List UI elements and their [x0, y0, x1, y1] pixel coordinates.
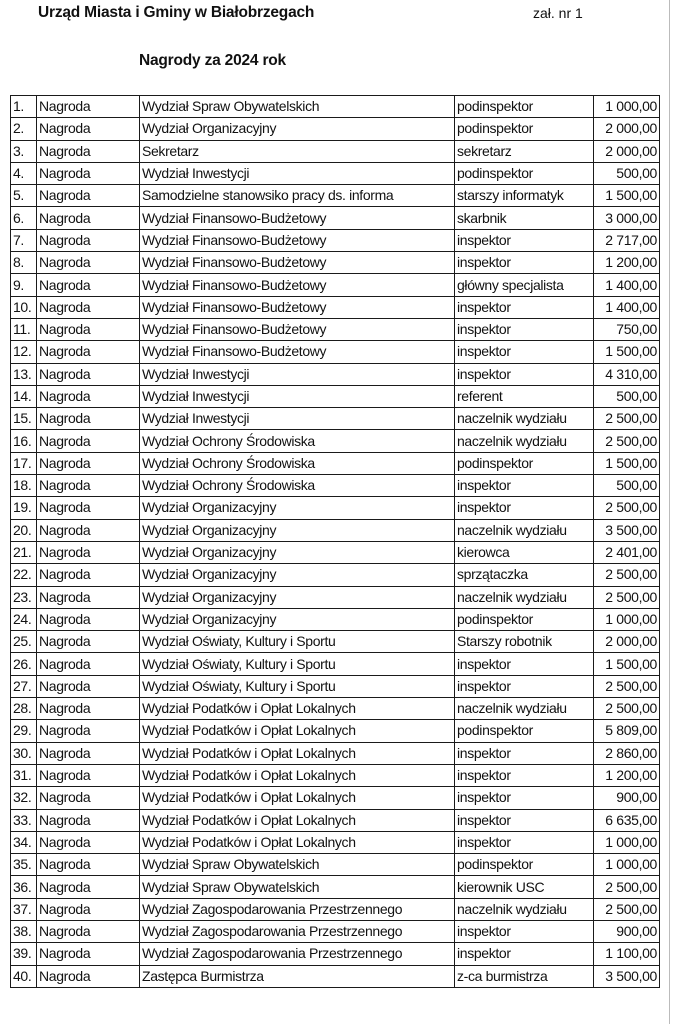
department-cell: Sekretarz — [140, 140, 455, 162]
department-cell: Wydział Organizacyjny — [140, 586, 455, 608]
department-cell: Wydział Spraw Obywatelskich — [140, 96, 455, 118]
department-cell: Wydział Podatków i Opłat Lokalnych — [140, 831, 455, 853]
row-number: 11. — [11, 318, 37, 340]
department-cell: Wydział Oświaty, Kultury i Sportu — [140, 653, 455, 675]
department-cell: Wydział Finansowo-Budżetowy — [140, 341, 455, 363]
position-cell: naczelnik wydziału — [455, 698, 594, 720]
award-type-cell: Nagroda — [37, 252, 140, 274]
department-cell: Wydział Zagospodarowania Przestrzennego — [140, 898, 455, 920]
amount-cell: 2 000,00 — [594, 118, 660, 140]
amount-cell: 750,00 — [594, 318, 660, 340]
award-type-cell: Nagroda — [37, 764, 140, 786]
position-cell: inspektor — [455, 764, 594, 786]
award-type-cell: Nagroda — [37, 452, 140, 474]
row-number: 4. — [11, 162, 37, 184]
table-row — [11, 274, 660, 296]
department-cell: Wydział Podatków i Opłat Lokalnych — [140, 720, 455, 742]
amount-cell: 1 000,00 — [594, 854, 660, 876]
position-cell: inspektor — [455, 920, 594, 942]
position-cell: Starszy robotnik — [455, 631, 594, 653]
position-cell: inspektor — [455, 943, 594, 965]
amount-cell: 1 500,00 — [594, 653, 660, 675]
table-row — [11, 229, 660, 251]
department-cell: Wydział Finansowo-Budżetowy — [140, 252, 455, 274]
amount-cell: 4 310,00 — [594, 363, 660, 385]
table-row — [11, 118, 660, 140]
amount-cell: 2 500,00 — [594, 898, 660, 920]
position-cell: naczelnik wydziału — [455, 408, 594, 430]
table-row — [11, 943, 660, 965]
row-number: 27. — [11, 675, 37, 697]
award-type-cell: Nagroda — [37, 408, 140, 430]
department-cell: Wydział Finansowo-Budżetowy — [140, 296, 455, 318]
amount-cell: 2 500,00 — [594, 430, 660, 452]
row-number: 24. — [11, 608, 37, 630]
row-number: 5. — [11, 185, 37, 207]
amount-cell: 500,00 — [594, 162, 660, 184]
department-cell: Samodzielne stanowsiko pracy ds. informa — [140, 185, 455, 207]
department-cell: Wydział Podatków i Opłat Lokalnych — [140, 764, 455, 786]
position-cell: skarbnik — [455, 207, 594, 229]
row-number: 17. — [11, 452, 37, 474]
amount-cell: 2 717,00 — [594, 229, 660, 251]
position-cell: inspektor — [455, 341, 594, 363]
amount-cell: 1 200,00 — [594, 252, 660, 274]
amount-cell: 2 860,00 — [594, 742, 660, 764]
row-number: 21. — [11, 541, 37, 563]
table-row — [11, 854, 660, 876]
position-cell: inspektor — [455, 809, 594, 831]
row-number: 34. — [11, 831, 37, 853]
position-cell: inspektor — [455, 318, 594, 340]
department-cell: Wydział Podatków i Opłat Lokalnych — [140, 809, 455, 831]
award-type-cell: Nagroda — [37, 742, 140, 764]
amount-cell: 6 635,00 — [594, 809, 660, 831]
row-number: 3. — [11, 140, 37, 162]
table-row — [11, 698, 660, 720]
award-type-cell: Nagroda — [37, 140, 140, 162]
award-type-cell: Nagroda — [37, 876, 140, 898]
award-type-cell: Nagroda — [37, 698, 140, 720]
department-cell: Wydział Organizacyjny — [140, 519, 455, 541]
table-row — [11, 586, 660, 608]
row-number: 39. — [11, 943, 37, 965]
table-row — [11, 898, 660, 920]
award-type-cell: Nagroda — [37, 162, 140, 184]
department-cell: Wydział Podatków i Opłat Lokalnych — [140, 698, 455, 720]
department-cell: Wydział Inwestycji — [140, 363, 455, 385]
position-cell: inspektor — [455, 675, 594, 697]
award-type-cell: Nagroda — [37, 385, 140, 407]
row-number: 28. — [11, 698, 37, 720]
position-cell: główny specjalista — [455, 274, 594, 296]
row-number: 16. — [11, 430, 37, 452]
position-cell: starszy informatyk — [455, 185, 594, 207]
award-type-cell: Nagroda — [37, 586, 140, 608]
amount-cell: 2 500,00 — [594, 586, 660, 608]
position-cell: kierownik USC — [455, 876, 594, 898]
amount-cell: 2 500,00 — [594, 675, 660, 697]
row-number: 1. — [11, 96, 37, 118]
department-cell: Wydział Finansowo-Budżetowy — [140, 318, 455, 340]
amount-cell: 3 500,00 — [594, 519, 660, 541]
position-cell: referent — [455, 385, 594, 407]
row-number: 36. — [11, 876, 37, 898]
row-number: 2. — [11, 118, 37, 140]
award-type-cell: Nagroda — [37, 363, 140, 385]
award-type-cell: Nagroda — [37, 831, 140, 853]
table-row — [11, 318, 660, 340]
amount-cell: 1 500,00 — [594, 185, 660, 207]
position-cell: kierowca — [455, 541, 594, 563]
table-row — [11, 608, 660, 630]
amount-cell: 1 500,00 — [594, 452, 660, 474]
row-number: 12. — [11, 341, 37, 363]
award-type-cell: Nagroda — [37, 720, 140, 742]
position-cell: inspektor — [455, 653, 594, 675]
position-cell: inspektor — [455, 296, 594, 318]
row-number: 33. — [11, 809, 37, 831]
amount-cell: 500,00 — [594, 475, 660, 497]
position-cell: podinspektor — [455, 96, 594, 118]
department-cell: Wydział Organizacyjny — [140, 118, 455, 140]
position-cell: naczelnik wydziału — [455, 519, 594, 541]
department-cell: Wydział Finansowo-Budżetowy — [140, 229, 455, 251]
table-row — [11, 675, 660, 697]
amount-cell: 1 400,00 — [594, 296, 660, 318]
table-row — [11, 430, 660, 452]
table-row — [11, 385, 660, 407]
amount-cell: 2 500,00 — [594, 876, 660, 898]
department-cell: Wydział Oświaty, Kultury i Sportu — [140, 631, 455, 653]
award-type-cell: Nagroda — [37, 854, 140, 876]
table-row — [11, 363, 660, 385]
row-number: 22. — [11, 564, 37, 586]
award-type-cell: Nagroda — [37, 898, 140, 920]
position-cell: naczelnik wydziału — [455, 898, 594, 920]
award-type-cell: Nagroda — [37, 475, 140, 497]
position-cell: inspektor — [455, 229, 594, 251]
table-row — [11, 876, 660, 898]
row-number: 29. — [11, 720, 37, 742]
row-number: 19. — [11, 497, 37, 519]
position-cell: inspektor — [455, 831, 594, 853]
award-type-cell: Nagroda — [37, 631, 140, 653]
award-type-cell: Nagroda — [37, 497, 140, 519]
table-row — [11, 631, 660, 653]
award-type-cell: Nagroda — [37, 185, 140, 207]
position-cell: podinspektor — [455, 608, 594, 630]
award-type-cell: Nagroda — [37, 274, 140, 296]
table-row — [11, 497, 660, 519]
table-row — [11, 519, 660, 541]
table-row — [11, 653, 660, 675]
department-cell: Wydział Podatków i Opłat Lokalnych — [140, 787, 455, 809]
department-cell: Wydział Inwestycji — [140, 162, 455, 184]
table-row — [11, 564, 660, 586]
table-row — [11, 787, 660, 809]
award-type-cell: Nagroda — [37, 653, 140, 675]
award-type-cell: Nagroda — [37, 519, 140, 541]
awards-table — [10, 95, 660, 988]
award-type-cell: Nagroda — [37, 920, 140, 942]
row-number: 40. — [11, 965, 37, 987]
row-number: 8. — [11, 252, 37, 274]
amount-cell: 1 100,00 — [594, 943, 660, 965]
page-edge-divider — [669, 0, 670, 1024]
award-type-cell: Nagroda — [37, 608, 140, 630]
row-number: 20. — [11, 519, 37, 541]
amount-cell: 5 809,00 — [594, 720, 660, 742]
row-number: 6. — [11, 207, 37, 229]
position-cell: inspektor — [455, 475, 594, 497]
amount-cell: 2 401,00 — [594, 541, 660, 563]
institution-name: Urząd Miasta i Gminy w Białobrzegach — [38, 4, 315, 21]
department-cell: Wydział Inwestycji — [140, 385, 455, 407]
award-type-cell: Nagroda — [37, 229, 140, 251]
row-number: 15. — [11, 408, 37, 430]
award-type-cell: Nagroda — [37, 564, 140, 586]
row-number: 18. — [11, 475, 37, 497]
award-type-cell: Nagroda — [37, 965, 140, 987]
awards-table-body — [11, 96, 660, 988]
table-row — [11, 809, 660, 831]
row-number: 13. — [11, 363, 37, 385]
row-number: 30. — [11, 742, 37, 764]
table-row — [11, 341, 660, 363]
amount-cell: 500,00 — [594, 385, 660, 407]
department-cell: Wydział Zagospodarowania Przestrzennego — [140, 920, 455, 942]
row-number: 31. — [11, 764, 37, 786]
award-type-cell: Nagroda — [37, 809, 140, 831]
row-number: 23. — [11, 586, 37, 608]
award-type-cell: Nagroda — [37, 430, 140, 452]
attachment-label: zał. nr 1 — [533, 5, 583, 21]
amount-cell: 2 000,00 — [594, 631, 660, 653]
table-row — [11, 475, 660, 497]
department-cell: Wydział Finansowo-Budżetowy — [140, 274, 455, 296]
row-number: 32. — [11, 787, 37, 809]
amount-cell: 900,00 — [594, 787, 660, 809]
amount-cell: 1 000,00 — [594, 831, 660, 853]
award-type-cell: Nagroda — [37, 943, 140, 965]
row-number: 35. — [11, 854, 37, 876]
amount-cell: 2 500,00 — [594, 564, 660, 586]
position-cell: z-ca burmistrza — [455, 965, 594, 987]
row-number: 14. — [11, 385, 37, 407]
row-number: 7. — [11, 229, 37, 251]
award-type-cell: Nagroda — [37, 118, 140, 140]
table-row — [11, 408, 660, 430]
position-cell: podinspektor — [455, 452, 594, 474]
table-row — [11, 252, 660, 274]
amount-cell: 2 500,00 — [594, 497, 660, 519]
department-cell: Wydział Zagospodarowania Przestrzennego — [140, 943, 455, 965]
position-cell: sprzątaczka — [455, 564, 594, 586]
table-row — [11, 965, 660, 987]
table-row — [11, 96, 660, 118]
position-cell: podinspektor — [455, 854, 594, 876]
table-row — [11, 207, 660, 229]
department-cell: Wydział Spraw Obywatelskich — [140, 876, 455, 898]
row-number: 9. — [11, 274, 37, 296]
department-cell: Wydział Finansowo-Budżetowy — [140, 207, 455, 229]
department-cell: Wydział Podatków i Opłat Lokalnych — [140, 742, 455, 764]
position-cell: podinspektor — [455, 118, 594, 140]
row-number: 38. — [11, 920, 37, 942]
table-row — [11, 140, 660, 162]
position-cell: naczelnik wydziału — [455, 586, 594, 608]
amount-cell: 2 000,00 — [594, 140, 660, 162]
amount-cell: 2 500,00 — [594, 698, 660, 720]
position-cell: sekretarz — [455, 140, 594, 162]
table-row — [11, 162, 660, 184]
table-row — [11, 185, 660, 207]
position-cell: inspektor — [455, 742, 594, 764]
award-type-cell: Nagroda — [37, 207, 140, 229]
table-row — [11, 764, 660, 786]
amount-cell: 1 400,00 — [594, 274, 660, 296]
table-row — [11, 296, 660, 318]
department-cell: Wydział Organizacyjny — [140, 541, 455, 563]
amount-cell: 3 500,00 — [594, 965, 660, 987]
department-cell: Wydział Oświaty, Kultury i Sportu — [140, 675, 455, 697]
amount-cell: 2 500,00 — [594, 408, 660, 430]
position-cell: naczelnik wydziału — [455, 430, 594, 452]
award-type-cell: Nagroda — [37, 96, 140, 118]
document-title: Nagrody za 2024 rok — [139, 52, 286, 69]
department-cell: Wydział Organizacyjny — [140, 564, 455, 586]
award-type-cell: Nagroda — [37, 675, 140, 697]
row-number: 37. — [11, 898, 37, 920]
amount-cell: 1 500,00 — [594, 341, 660, 363]
amount-cell: 3 000,00 — [594, 207, 660, 229]
table-row — [11, 720, 660, 742]
department-cell: Wydział Spraw Obywatelskich — [140, 854, 455, 876]
row-number: 10. — [11, 296, 37, 318]
table-row — [11, 452, 660, 474]
department-cell: Wydział Ochrony Środowiska — [140, 452, 455, 474]
position-cell: inspektor — [455, 252, 594, 274]
award-type-cell: Nagroda — [37, 318, 140, 340]
table-row — [11, 831, 660, 853]
award-type-cell: Nagroda — [37, 341, 140, 363]
row-number: 26. — [11, 653, 37, 675]
amount-cell: 1 200,00 — [594, 764, 660, 786]
department-cell: Wydział Organizacyjny — [140, 608, 455, 630]
position-cell: inspektor — [455, 787, 594, 809]
department-cell: Wydział Ochrony Środowiska — [140, 475, 455, 497]
department-cell: Wydział Inwestycji — [140, 408, 455, 430]
position-cell: inspektor — [455, 497, 594, 519]
amount-cell: 900,00 — [594, 920, 660, 942]
table-row — [11, 541, 660, 563]
position-cell: podinspektor — [455, 162, 594, 184]
position-cell: inspektor — [455, 363, 594, 385]
award-type-cell: Nagroda — [37, 787, 140, 809]
department-cell: Wydział Organizacyjny — [140, 497, 455, 519]
department-cell: Zastępca Burmistrza — [140, 965, 455, 987]
table-row — [11, 920, 660, 942]
table-row — [11, 742, 660, 764]
department-cell: Wydział Ochrony Środowiska — [140, 430, 455, 452]
amount-cell: 1 000,00 — [594, 608, 660, 630]
award-type-cell: Nagroda — [37, 541, 140, 563]
amount-cell: 1 000,00 — [594, 96, 660, 118]
row-number: 25. — [11, 631, 37, 653]
position-cell: podinspektor — [455, 720, 594, 742]
award-type-cell: Nagroda — [37, 296, 140, 318]
